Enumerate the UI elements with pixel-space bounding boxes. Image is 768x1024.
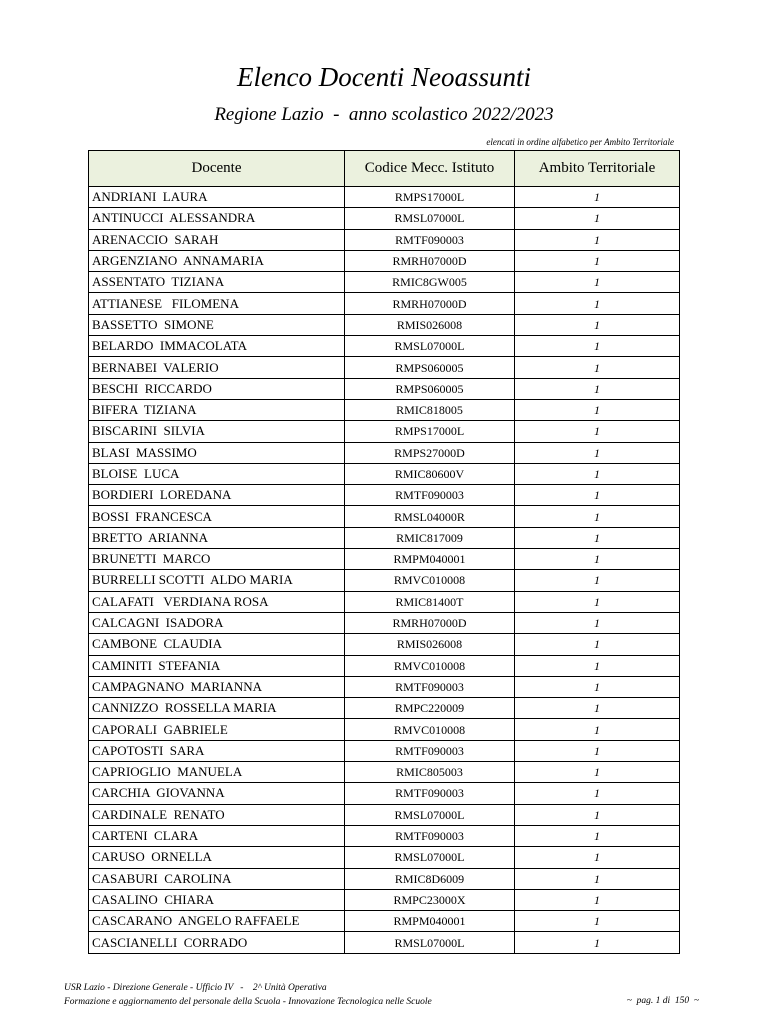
codice-cell: RMSL04000R <box>345 506 515 527</box>
ambito-cell: 1 <box>515 740 680 761</box>
codice-cell: RMPM040001 <box>345 911 515 932</box>
page-subtitle: Regione Lazio - anno scolastico 2022/2023 <box>214 104 554 125</box>
ambito-cell: 1 <box>515 591 680 612</box>
ambito-cell: 1 <box>515 187 680 208</box>
codice-cell: RMPS17000L <box>345 421 515 442</box>
codice-cell: RMSL07000L <box>345 847 515 868</box>
docente-cell: BOSSI FRANCESCA <box>89 506 345 527</box>
ambito-cell: 1 <box>515 889 680 910</box>
codice-cell: RMVC010008 <box>345 570 515 591</box>
docente-cell: ANDRIANI LAURA <box>89 187 345 208</box>
docente-cell: CASALINO CHIARA <box>89 889 345 910</box>
table-row <box>89 229 680 250</box>
ambito-cell: 1 <box>515 825 680 846</box>
ambito-cell: 1 <box>515 229 680 250</box>
table-row <box>89 399 680 420</box>
docente-cell: CAPORALI GABRIELE <box>89 719 345 740</box>
table-row <box>89 314 680 335</box>
codice-cell: RMIC8D6009 <box>345 868 515 889</box>
docente-cell: ARENACCIO SARAH <box>89 229 345 250</box>
docente-cell: CAMPAGNANO MARIANNA <box>89 676 345 697</box>
codice-cell: RMTF090003 <box>345 783 515 804</box>
table-row <box>89 698 680 719</box>
docente-cell: ASSENTATO TIZIANA <box>89 272 345 293</box>
table-row <box>89 783 680 804</box>
docente-cell: CASABURI CAROLINA <box>89 868 345 889</box>
docente-cell: CALAFATI VERDIANA ROSA <box>89 591 345 612</box>
ambito-cell: 1 <box>515 655 680 676</box>
table-row <box>89 421 680 442</box>
ambito-cell: 1 <box>515 208 680 229</box>
table-row <box>89 804 680 825</box>
table-row <box>89 336 680 357</box>
codice-cell: RMIC8GW005 <box>345 272 515 293</box>
docente-cell: BISCARINI SILVIA <box>89 421 345 442</box>
ambito-cell: 1 <box>515 570 680 591</box>
codice-cell: RMRH07000D <box>345 250 515 271</box>
table-row <box>89 591 680 612</box>
ambito-cell: 1 <box>515 634 680 655</box>
page-number: ~ pag. 1 di 150 ~ <box>626 996 699 1006</box>
docente-cell: CANNIZZO ROSSELLA MARIA <box>89 698 345 719</box>
ambito-cell: 1 <box>515 250 680 271</box>
docente-cell: CAPOTOSTI SARA <box>89 740 345 761</box>
table-row <box>89 719 680 740</box>
table-row <box>89 868 680 889</box>
ambito-cell: 1 <box>515 783 680 804</box>
table-row <box>89 378 680 399</box>
docenti-table <box>88 150 680 954</box>
ambito-cell: 1 <box>515 485 680 506</box>
codice-cell: RMPS060005 <box>345 378 515 399</box>
docente-cell: BESCHI RICCARDO <box>89 378 345 399</box>
ambito-cell: 1 <box>515 804 680 825</box>
table-row <box>89 825 680 846</box>
codice-cell: RMRH07000D <box>345 612 515 633</box>
table-row <box>89 272 680 293</box>
table-row <box>89 655 680 676</box>
ambito-cell: 1 <box>515 442 680 463</box>
ambito-cell: 1 <box>515 293 680 314</box>
ambito-cell: 1 <box>515 463 680 484</box>
ambito-cell: 1 <box>515 549 680 570</box>
column-header-codice: Codice Mecc. Istituto <box>345 151 515 187</box>
codice-cell: RMSL07000L <box>345 804 515 825</box>
ambito-cell: 1 <box>515 357 680 378</box>
docente-cell: BELARDO IMMACOLATA <box>89 336 345 357</box>
ambito-cell: 1 <box>515 314 680 335</box>
table-row <box>89 527 680 548</box>
ambito-cell: 1 <box>515 399 680 420</box>
table-row <box>89 932 680 953</box>
ambito-cell: 1 <box>515 612 680 633</box>
sort-note: elencati in ordine alfabetico per Ambito Territoriale <box>486 137 674 147</box>
column-header-docente: Docente <box>89 151 345 187</box>
codice-cell: RMTF090003 <box>345 485 515 506</box>
table-row <box>89 762 680 783</box>
codice-cell: RMPC23000X <box>345 889 515 910</box>
table-row <box>89 676 680 697</box>
docente-cell: BERNABEI VALERIO <box>89 357 345 378</box>
docente-cell: CAMBONE CLAUDIA <box>89 634 345 655</box>
codice-cell: RMIS026008 <box>345 314 515 335</box>
table-row <box>89 250 680 271</box>
docente-cell: BRETTO ARIANNA <box>89 527 345 548</box>
codice-cell: RMIC81400T <box>345 591 515 612</box>
footer-office <box>64 981 432 1009</box>
codice-cell: RMIC817009 <box>345 527 515 548</box>
codice-cell: RMPM040001 <box>345 549 515 570</box>
docente-cell: CASCIANELLI CORRADO <box>89 932 345 953</box>
codice-cell: RMPS17000L <box>345 187 515 208</box>
ambito-cell: 1 <box>515 698 680 719</box>
docente-cell: CAMINITI STEFANIA <box>89 655 345 676</box>
docente-cell: BORDIERI LOREDANA <box>89 485 345 506</box>
docente-cell: BLOISE LUCA <box>89 463 345 484</box>
docente-cell: CARDINALE RENATO <box>89 804 345 825</box>
table-row <box>89 187 680 208</box>
codice-cell: RMPC220009 <box>345 698 515 719</box>
table-row <box>89 293 680 314</box>
ambito-cell: 1 <box>515 676 680 697</box>
table-row <box>89 612 680 633</box>
docente-cell: BIFERA TIZIANA <box>89 399 345 420</box>
ambito-cell: 1 <box>515 911 680 932</box>
docente-cell: BRUNETTI MARCO <box>89 549 345 570</box>
ambito-cell: 1 <box>515 932 680 953</box>
docente-cell: CAPRIOGLIO MANUELA <box>89 762 345 783</box>
docente-cell: CARTENI CLARA <box>89 825 345 846</box>
docente-cell: BURRELLI SCOTTI ALDO MARIA <box>89 570 345 591</box>
codice-cell: RMTF090003 <box>345 676 515 697</box>
ambito-cell: 1 <box>515 847 680 868</box>
ambito-cell: 1 <box>515 762 680 783</box>
table-row <box>89 485 680 506</box>
ambito-cell: 1 <box>515 506 680 527</box>
codice-cell: RMSL07000L <box>345 208 515 229</box>
codice-cell: RMSL07000L <box>345 932 515 953</box>
docente-cell: ANTINUCCI ALESSANDRA <box>89 208 345 229</box>
codice-cell: RMPS27000D <box>345 442 515 463</box>
codice-cell: RMIC805003 <box>345 762 515 783</box>
codice-cell: RMRH07000D <box>345 293 515 314</box>
codice-cell: RMTF090003 <box>345 825 515 846</box>
docente-cell: CARCHIA GIOVANNA <box>89 783 345 804</box>
footer-line-2: Formazione e aggiornamento del personale della Scuola - Innovazione Tecnologica nelle Scuole <box>64 997 432 1007</box>
ambito-cell: 1 <box>515 336 680 357</box>
codice-cell: RMTF090003 <box>345 229 515 250</box>
ambito-cell: 1 <box>515 719 680 740</box>
table-body <box>89 187 680 954</box>
codice-cell: RMTF090003 <box>345 740 515 761</box>
table-row <box>89 889 680 910</box>
footer-line-1: USR Lazio - Direzione Generale - Ufficio IV - 2^ Unità Operativa <box>64 983 327 993</box>
table-row <box>89 740 680 761</box>
table-row <box>89 357 680 378</box>
table-row <box>89 570 680 591</box>
docente-cell: ARGENZIANO ANNAMARIA <box>89 250 345 271</box>
table-row <box>89 506 680 527</box>
table-row <box>89 634 680 655</box>
docente-cell: CASCARANO ANGELO RAFFAELE <box>89 911 345 932</box>
codice-cell: RMIC818005 <box>345 399 515 420</box>
codice-cell: RMVC010008 <box>345 655 515 676</box>
column-header-ambito: Ambito Territoriale <box>515 151 680 187</box>
docente-cell: BLASI MASSIMO <box>89 442 345 463</box>
ambito-cell: 1 <box>515 421 680 442</box>
docente-cell: ATTIANESE FILOMENA <box>89 293 345 314</box>
codice-cell: RMIC80600V <box>345 463 515 484</box>
table-row <box>89 463 680 484</box>
table-row <box>89 847 680 868</box>
docente-cell: CALCAGNI ISADORA <box>89 612 345 633</box>
table-header-row <box>89 151 680 187</box>
table-row <box>89 911 680 932</box>
table-row <box>89 549 680 570</box>
ambito-cell: 1 <box>515 272 680 293</box>
ambito-cell: 1 <box>515 527 680 548</box>
table-row <box>89 208 680 229</box>
table-row <box>89 442 680 463</box>
codice-cell: RMVC010008 <box>345 719 515 740</box>
page-title: Elenco Docenti Neoassunti <box>237 62 531 92</box>
ambito-cell: 1 <box>515 868 680 889</box>
docente-cell: BASSETTO SIMONE <box>89 314 345 335</box>
docente-cell: CARUSO ORNELLA <box>89 847 345 868</box>
ambito-cell: 1 <box>515 378 680 399</box>
codice-cell: RMPS060005 <box>345 357 515 378</box>
codice-cell: RMSL07000L <box>345 336 515 357</box>
codice-cell: RMIS026008 <box>345 634 515 655</box>
